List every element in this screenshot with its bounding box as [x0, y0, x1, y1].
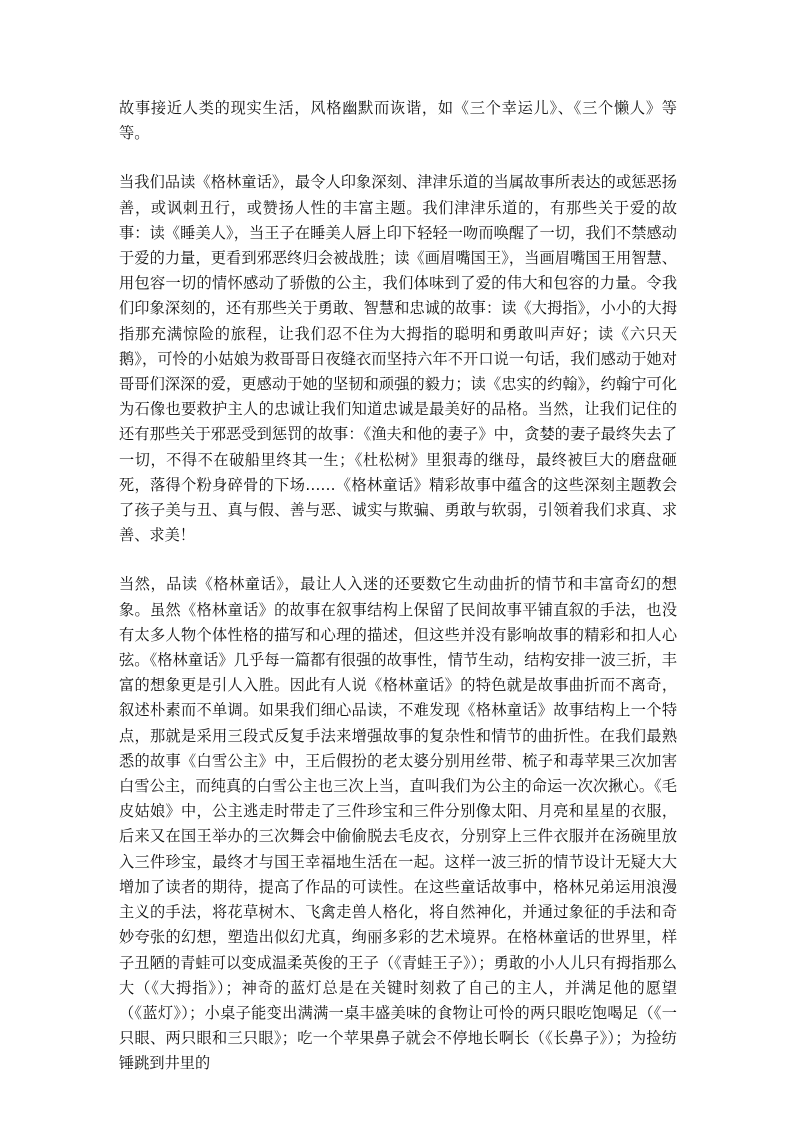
document-page — [119, 96, 677, 1101]
paragraph-1: 故事接近人类的现实生活，风格幽默而诙谐，如《三个幸运儿》、《三个懒人》等等。 — [119, 99, 677, 143]
paragraph-3: 当然，品读《格林童话》，最让人入迷的还要数它生动曲折的情节和丰富奇幻的想象。虽然《格林童话》的故事在叙事结构上保留了民间故事平铺直叙的手法，也没有太多人物个体性格的描写和心理的描述，但这些并没有影响故事的精彩和扣人心弦。《格林童话》几乎每一篇都有很强的故事性，情节生动，结构安排一波三折，丰富的想象更是引人入胜。因此有人说《格林童话》的特色就是故事曲折而不离奇，叙述朴素而不单调。如果我们细心品读，不难发现《格林童话》故事结构上一个特点，那就是采用三段式反复手法来增强故事的复杂性和情节的曲折性。在我们最熟悉的故事《白雪公主》中，王后假扮的老太婆分别用丝带、梳子和毒苹果三次加害白雪公主，而纯真的白雪公主也三次上当，直叫我们为公主的命运一次次揪心。《毛皮姑娘》中，公主逃走时带走了三件珍宝和三件分别像太阳、月亮和星星的衣服，后来又在国王举办的三次舞会中偷偷脱去毛皮衣，分别穿上三件衣服并在汤碗里放入三件珍宝，最终才与国王幸福地生活在一起。这样一波三折的情节设计无疑大大增加了读者的期待，提高了作品的可读性。在这些童话故事中，格林兄弟运用浪漫主义的手法，将花草树木、飞禽走兽人格化，将自然神化，并通过象征的手法和奇妙夸张的幻想，塑造出似幻尤真，绚丽多彩的艺术境界。在格林童话的世界里，样子丑陋的青蛙可以变成温柔英俊的王子（《青蛙王子》）；勇敢的小人儿只有拇指那么大（《大拇指》）；神奇的蓝灯总是在关键时刻救了自己的主人，并满足他的愿望（《蓝灯》）；小桌子能变出满满一桌丰盛美味的食物让可怜的两只眼吃饱喝足（《一只眼、两只眼和三只眼》；吃一个苹果鼻子就会不停地长啊长（《长鼻子》）；为捡纺锤跳到井里的 — [119, 575, 677, 1073]
paragraph-2: 当我们品读《格林童话》，最令人印象深刻、津津乐道的当属故事所表达的或惩恶扬善，或讽刺丑行，或赞扬人性的丰富主题。我们津津乐道的，有那些关于爱的故事：读《睡美人》，当王子在睡美人唇上印下轻轻一吻而唤醒了一切，我们不禁感动于爱的力量，更看到邪恶终归会被战胜；读《画眉嘴国王》，当画眉嘴国王用智慧、用包容一切的情怀感动了骄傲的公主，我们体味到了爱的伟大和包容的力量。令我们印象深刻的，还有那些关于勇敢、智慧和忠诚的故事：读《大拇指》，小小的大拇指那充满惊险的旅程，让我们忍不住为大拇指的聪明和勇敢叫声好；读《六只天鹅》，可怜的小姑娘为救哥哥日夜缝衣而坚持六年不开口说一句话，我们感动于她对哥哥们深深的爱，更感动于她的坚韧和顽强的毅力；读《忠实的约翰》，约翰宁可化为石像也要救护主人的忠诚让我们知道忠诚是最美好的品格。当然，让我们记住的还有那些关于邪恶受到惩罚的故事：《渔夫和他的妻子》中，贪婪的妻子最终失去了一切，不得不在破船里终其一生；《杜松树》里狠毒的继母，最终被巨大的磨盘砸死，落得个粉身碎骨的下场……《格林童话》精彩故事中蕴含的这些深刻主题教会了孩子美与丑、真与假、善与恶、诚实与欺骗、勇敢与软弱，引领着我们求真、求善、求美！ — [119, 173, 677, 545]
